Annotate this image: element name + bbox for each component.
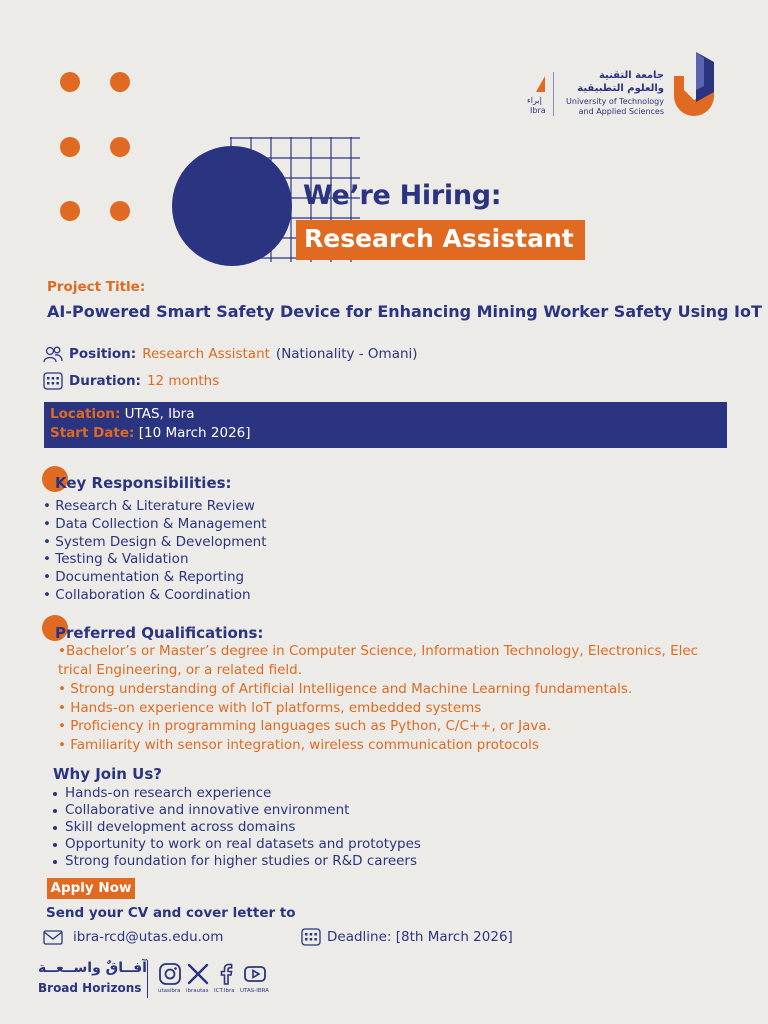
- duration-value: 12 months: [146, 373, 220, 389]
- position-value: Research Assistant: [142, 346, 270, 362]
- decor-dot: [110, 201, 130, 221]
- list-item: Strong foundation for higher studies or R&D careers: [51, 853, 421, 870]
- facebook-icon[interactable]: [214, 962, 238, 986]
- start-date-label: Start Date:: [50, 425, 135, 441]
- qualification-item: • Proficiency in programming languages such as Python, C/C++, or Java.: [58, 718, 551, 734]
- project-label: Project Title:: [47, 279, 146, 295]
- location-label: Location:: [50, 406, 121, 422]
- send-instruction: Send your CV and cover letter to: [46, 905, 296, 921]
- hiring-title: We’re Hiring:: [303, 180, 502, 211]
- start-date-value: [10 March 2026]: [138, 425, 251, 441]
- logo-divider: [553, 72, 554, 116]
- calendar-icon: [301, 928, 321, 946]
- responsibilities-list: [43, 498, 267, 605]
- why-heading: Why Join Us?: [53, 765, 162, 783]
- youtube-handle[interactable]: UTAS-IBRA: [240, 988, 269, 994]
- tagline-ar: آفــاقٌ واســعــة: [38, 960, 147, 976]
- list-item: • System Design & Development: [43, 534, 267, 552]
- apply-now-button[interactable]: Apply Now: [47, 878, 135, 899]
- qualification-item: • Hands-on experience with IoT platforms, embedded systems: [58, 700, 482, 716]
- tagline-en: Broad Horizons: [38, 981, 142, 995]
- utas-logo-icon: [670, 50, 720, 116]
- position-label: Position:: [69, 346, 137, 362]
- decor-dot: [60, 137, 80, 157]
- instagram-icon[interactable]: [158, 962, 182, 986]
- list-item: • Testing & Validation: [43, 551, 267, 569]
- decor-dot: [60, 72, 80, 92]
- duration-label: Duration:: [69, 373, 141, 389]
- list-item: Skill development across domains: [51, 819, 421, 836]
- duration-row: [43, 372, 219, 390]
- x-icon[interactable]: [186, 962, 210, 986]
- email-link[interactable]: ibra-rcd@utas.edu.om: [73, 929, 224, 945]
- qualifications-heading: Preferred Qualifications:: [55, 624, 264, 642]
- list-item: • Research & Literature Review: [43, 498, 267, 516]
- deadline-row: [301, 928, 513, 946]
- location-value: UTAS, Ibra: [124, 406, 195, 422]
- decor-dot: [110, 72, 130, 92]
- university-name-en: University of Technology: [566, 97, 664, 106]
- email-row[interactable]: [43, 928, 223, 946]
- qualification-item: • Familiarity with sensor integration, wireless communication protocols: [58, 737, 539, 753]
- footer-divider: [147, 960, 148, 998]
- youtube-icon[interactable]: [243, 962, 267, 986]
- list-item: • Documentation & Reporting: [43, 569, 267, 587]
- decor-dot: [60, 201, 80, 221]
- university-name-ar-2: والعلوم التطبيقية: [577, 83, 664, 94]
- project-title: AI-Powered Smart Safety Device for Enhancing Mining Worker Safety Using IoT: [47, 302, 762, 321]
- ibra-logo-icon: [534, 76, 546, 92]
- facebook-handle[interactable]: ICT.Ibra: [214, 988, 235, 994]
- university-name-en-2: and Applied Sciences: [578, 107, 664, 116]
- position-note: (Nationality - Omani): [275, 346, 418, 362]
- list-item: Collaborative and innovative environment: [51, 802, 421, 819]
- deadline-text: Deadline: [8th March 2026]: [327, 929, 513, 945]
- why-list: [51, 785, 421, 870]
- people-icon: [43, 345, 63, 363]
- responsibilities-heading: Key Responsibilities:: [55, 474, 232, 492]
- mail-icon: [43, 928, 63, 946]
- start-date-row: [50, 425, 251, 441]
- list-item: Hands-on research experience: [51, 785, 421, 802]
- list-item: • Collaboration & Coordination: [43, 587, 267, 605]
- list-item: Opportunity to work on real datasets and prototypes: [51, 836, 421, 853]
- job-title-banner: Research Assistant: [296, 220, 585, 260]
- qualification-item: •Bachelor’s or Master’s degree in Computer Science, Information Technology, Electronics, Elec: [58, 643, 699, 659]
- list-item: • Data Collection & Management: [43, 516, 267, 534]
- branch-name-en: Ibra: [530, 106, 546, 115]
- decor-dot: [110, 137, 130, 157]
- instagram-handle[interactable]: utasibra: [158, 988, 181, 994]
- qualification-item: • Strong understanding of Artificial Intelligence and Machine Learning fundamentals.: [58, 681, 633, 697]
- qualification-item: trical Engineering, or a related field.: [58, 662, 303, 678]
- university-name-ar: جامعة التقنية: [598, 70, 664, 81]
- branch-name-ar: إبراء: [527, 96, 542, 105]
- position-row: [43, 345, 418, 363]
- location-row: [50, 406, 195, 422]
- x-handle[interactable]: ibrautas: [186, 988, 209, 994]
- calendar-icon: [43, 372, 63, 390]
